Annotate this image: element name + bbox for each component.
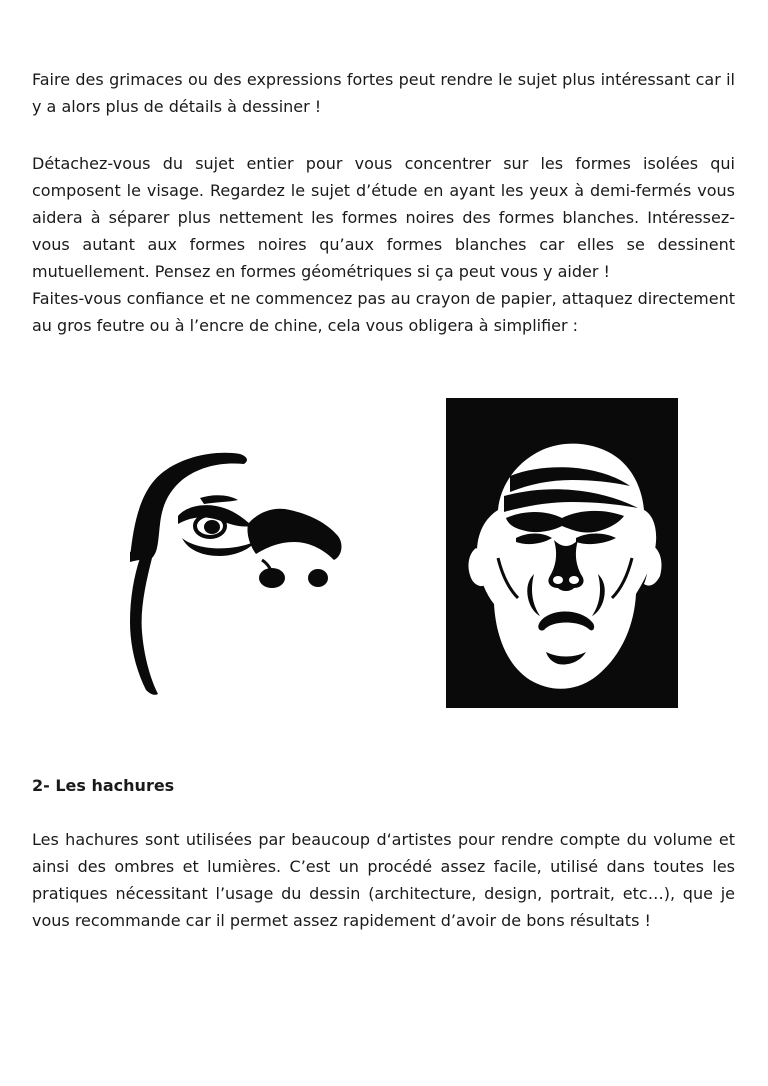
advice-text-shapes: Détachez-vous du sujet entier pour vous concentrer sur les formes isolées qui composent le visage. Regardez le sujet d’étude en ayant les yeux à demi-fermés vous aidera à séparer plus nettement les formes noires des formes blanches. Intéressez-vous autant aux formes noires qu’aux formes blanches car elles se dessinent mutuellement. Pensez en formes géométriques si ça peut vous y aider ! xyxy=(32,154,735,281)
advice-text-ink: Faites-vous confiance et ne commencez pas au crayon de papier, attaquez directement au gros feutre ou à l’encre de chine, cela vous obligera à simplifier : xyxy=(32,289,735,335)
ink-sketch-illustration xyxy=(112,432,352,712)
section-heading: 2- Les hachures xyxy=(32,776,175,795)
intro-paragraph: Faire des grimaces ou des expressions fortes peut rendre le sujet plus intéressant car il y a alors plus de détails à dessiner ! xyxy=(32,70,735,116)
advice-paragraph xyxy=(32,150,735,339)
hatching-paragraph: Les hachures sont utilisées par beaucoup d‘artistes pour rendre compte du volume et ainsi des ombres et lumières. C’est un procédé assez facile, utilisé dans toutes les pratiques nécessitant l’usage du dessin (architecture, design, portrait, etc…), que je vous recommande car il permet assez rapidement d’avoir de bons résultats ! xyxy=(32,830,735,930)
paper-cut-face-illustration xyxy=(446,398,678,708)
